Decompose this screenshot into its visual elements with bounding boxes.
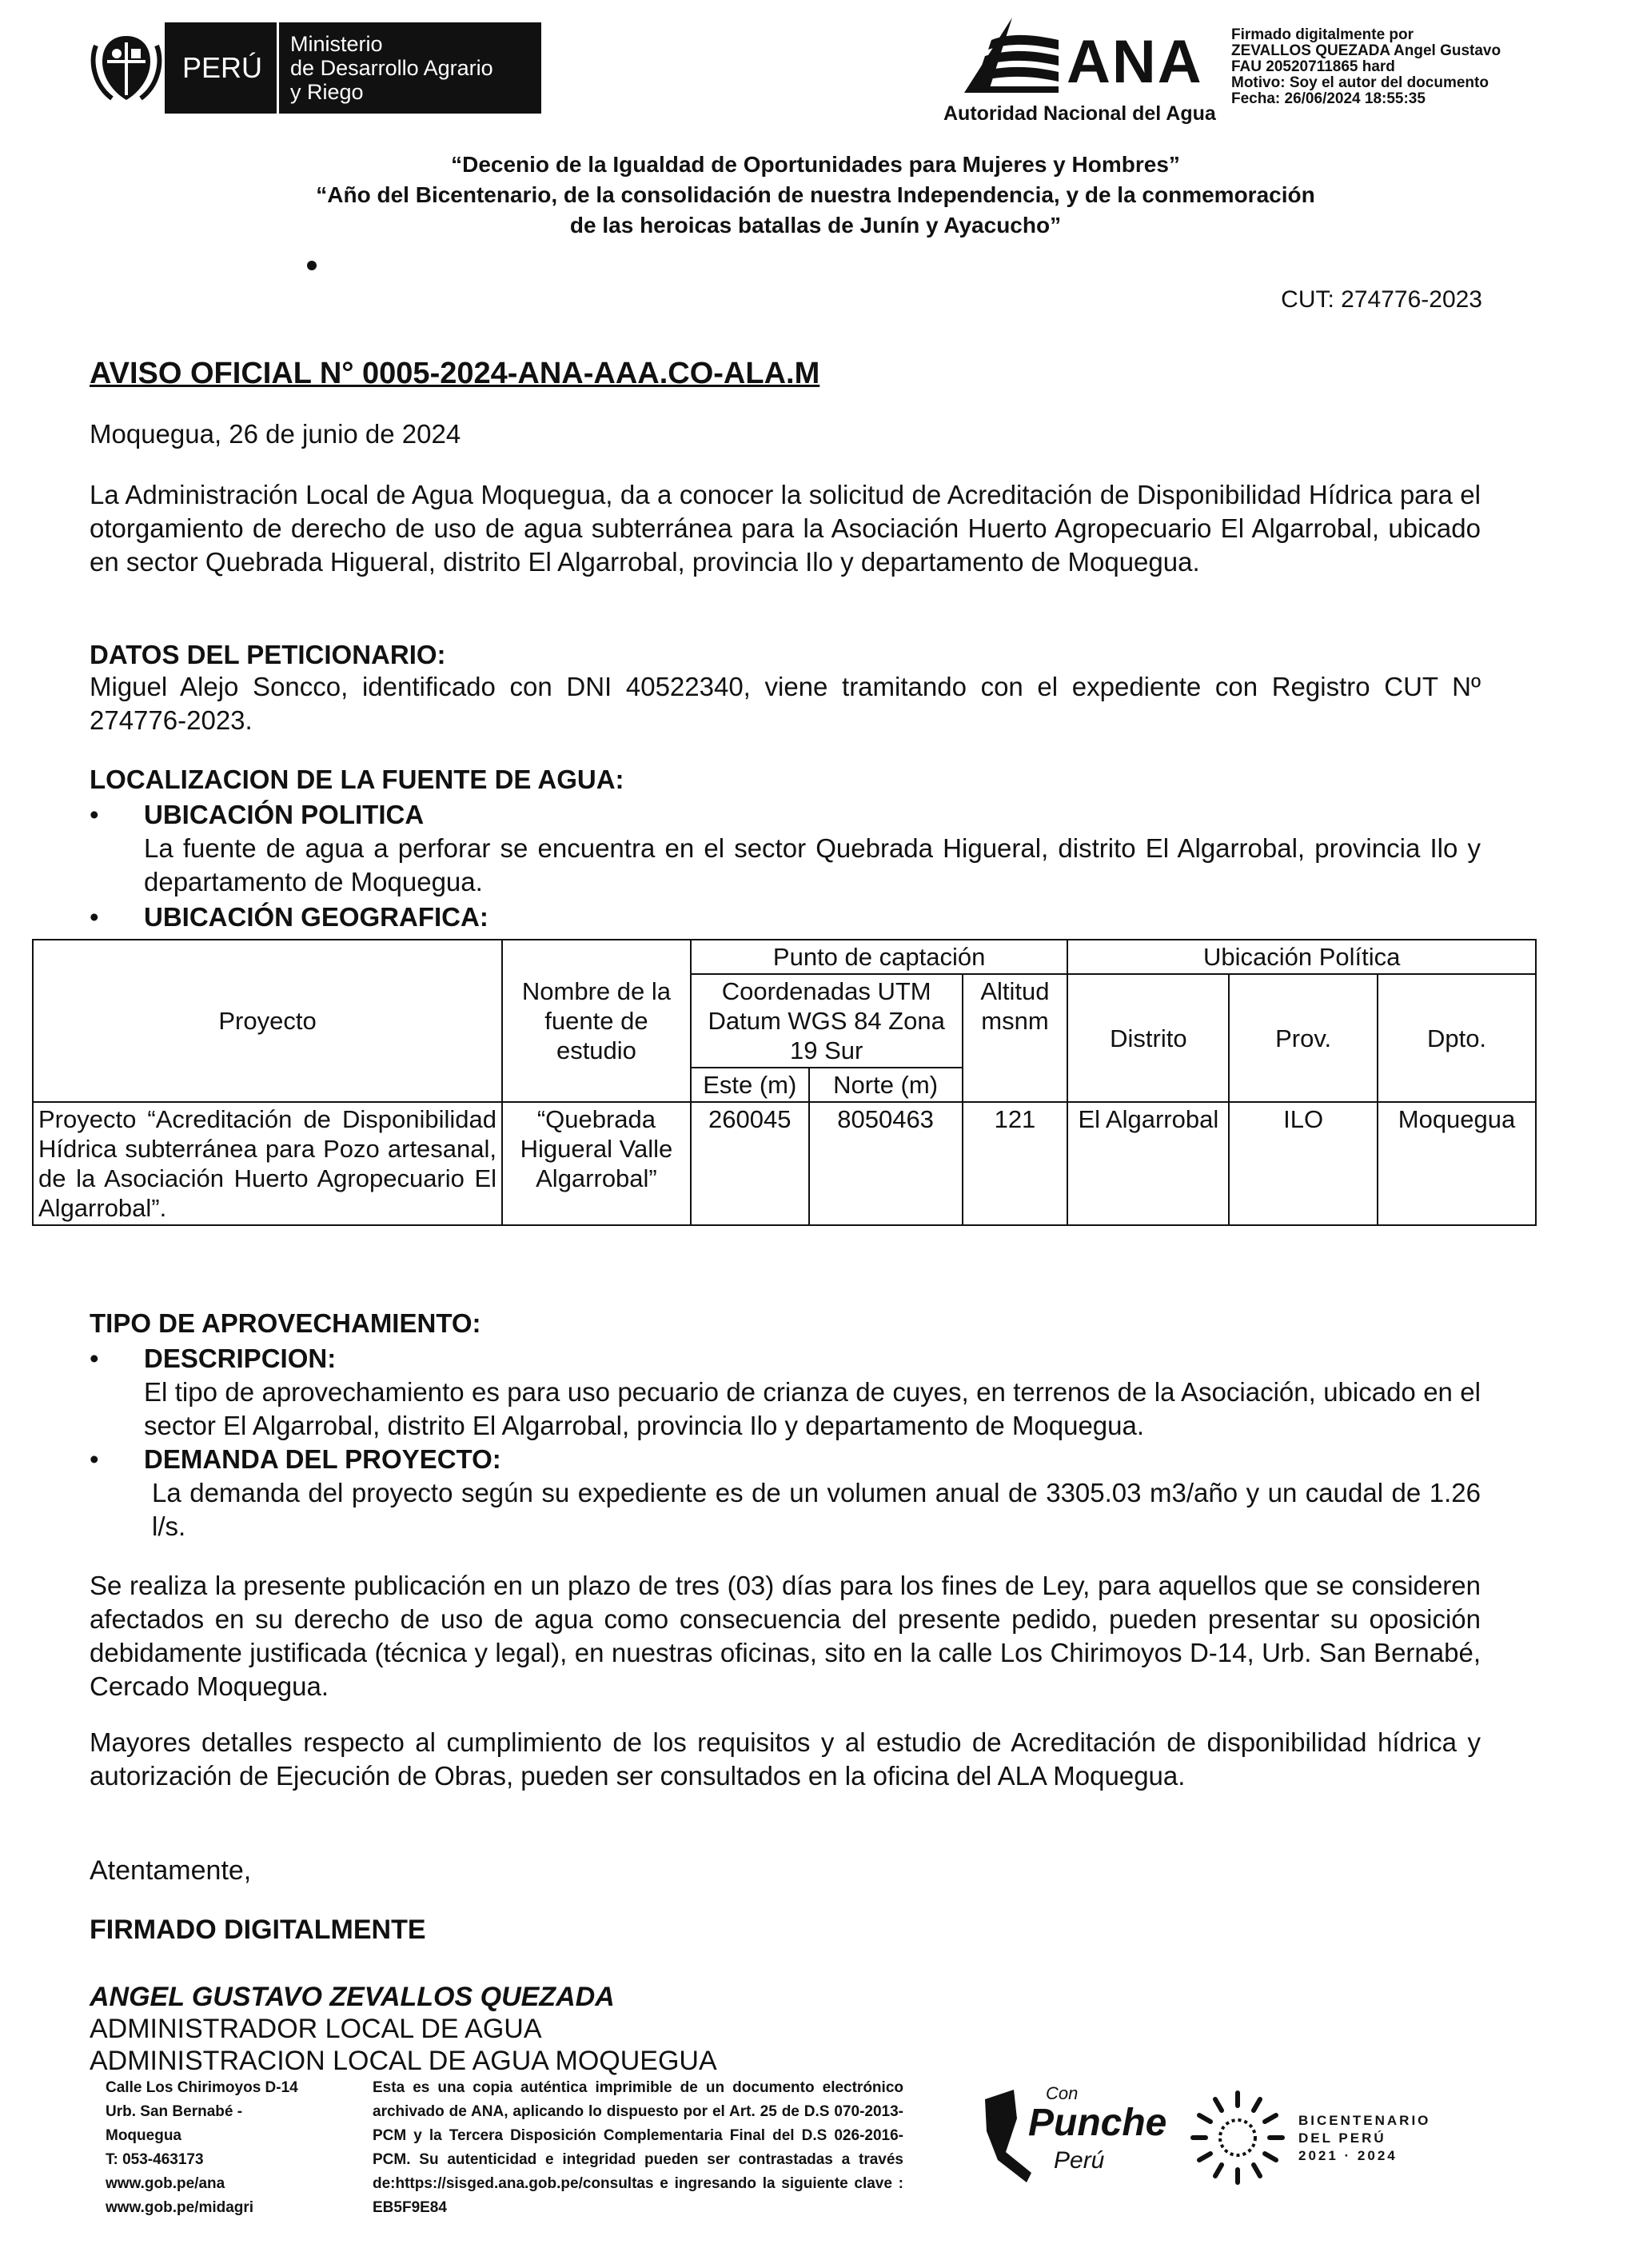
intro-paragraph: La Administración Local de Agua Moquegua, da a conocer la solicitud de Acreditación de Disponibilidad Hídrica para el otorgamiento de derecho de uso de agua subterránea para la Asociación Huerto Agropecuario El Algarrobal, ubicado en sector Quebrada Higueral, distrito El Algarrobal, provincia Ilo y departamento de Moquegua. [90, 480, 1481, 577]
peru-coat-of-arms-icon [88, 30, 165, 106]
bullet-icon: • [90, 800, 99, 829]
ubicacion-table [32, 939, 1537, 1226]
cell-dpto: Moquegua [1378, 1102, 1536, 1225]
demanda-heading: DEMANDA DEL PROYECTO: [144, 1444, 501, 1474]
mayores-paragraph: Mayores detalles respecto al cumplimiento de los requisitos y al estudio de Acreditación de disponibilidad hídrica y autorización de Ejecución de Obras, pueden ser consultados en la oficina del ALA Moquegua. [90, 1727, 1481, 1791]
signer-role: ADMINISTRADOR LOCAL DE AGUA [90, 2014, 542, 2044]
header-fuente: Nombre de la fuente de estudio [502, 940, 691, 1102]
decenio-line-1: “Decenio de la Igualdad de Oportunidades para Mujeres y Hombres” [451, 152, 1180, 177]
cell-distrito: El Algarrobal [1067, 1102, 1229, 1225]
date-line: Moquegua, 26 de junio de 2024 [90, 419, 461, 449]
demanda-text: La demanda del proyecto según su expediente es de un volumen anual de 3305.03 m3/año y un caudal de 1.26 l/s. [152, 1478, 1481, 1541]
header-este: Este (m) [691, 1068, 809, 1102]
bullet-icon: • [90, 902, 99, 932]
closing: Atentamente, [90, 1855, 252, 1886]
link-ana[interactable]: www.gob.pe/ana [106, 2175, 225, 2192]
header-dpto: Dpto. [1378, 974, 1536, 1102]
header-prov: Prov. [1229, 974, 1378, 1102]
decenio-line-2: “Año del Bicentenario, de la consolidación de nuestra Independencia, y de la conmemoración [316, 182, 1315, 207]
link-midagri[interactable]: www.gob.pe/midagri [106, 2199, 254, 2216]
header-distrito: Distrito [1067, 974, 1229, 1102]
ubicacion-geografica-heading: UBICACIÓN GEOGRAFICA: [144, 902, 489, 932]
bicentenario-text: BICENTENARIO DEL PERÚ 2021 · 2024 [1298, 2113, 1431, 2163]
peru-ministry-badge [165, 22, 541, 114]
table-header-row [33, 940, 1536, 974]
cell-este: 260045 [691, 1102, 809, 1225]
header-punto-captacion: Punto de captación [691, 940, 1068, 974]
con-punche-peru-logo: Con Punche Perú [982, 2083, 1174, 2187]
signer-office: ADMINISTRACION LOCAL DE AGUA MOQUEGUA [90, 2046, 717, 2076]
header-proyecto: Proyecto [33, 940, 502, 1102]
ministry-logo [88, 22, 541, 114]
ana-subtitle: Autoridad Nacional del Agua [943, 102, 1216, 125]
footer-authenticity-note: Esta es una copia auténtica imprimible de un documento electrónico archivado de ANA, aplicando lo dispuesto por el Art. 25 de D.S 070-2013-PCM y la Tercera Disposición Complementaria Final del D.S 026-2016-PCM. Su autenticidad e integridad pueden ser contrastadas a través de:https://sisged.ana.gob.pe/consultas e ingresando la siguiente clave : EB5F9E84 [373, 2079, 903, 2216]
header-norte: Norte (m) [809, 1068, 963, 1102]
stray-dot [307, 261, 317, 270]
descripcion-text: El tipo de aprovechamiento es para uso pecuario de crianza de cuyes, en terrenos de la Asociación, ubicado en el sector El Algarrobal, distrito El Algarrobal, provincia Ilo y departamento de Moquegua. [144, 1377, 1481, 1440]
ministry-name: Ministerio de Desarrollo Agrario y Riego [290, 32, 493, 104]
signer-name: ANGEL GUSTAVO ZEVALLOS QUEZADA [90, 1982, 615, 2012]
footer-address: Calle Los Chirimoyos D-14 Urb. San Bernabé - Moquegua T: 053-463173 www.gob.pe/ana www.gob.pe/midagri [106, 2076, 298, 2220]
document-title: AVISO OFICIAL N° 0005-2024-ANA-AAA.CO-ALA.M [90, 357, 820, 390]
cell-altitud: 121 [963, 1102, 1068, 1225]
header-ubicacion-politica: Ubicación Política [1067, 940, 1536, 974]
localizacion-heading: LOCALIZACION DE LA FUENTE DE AGUA: [90, 765, 624, 794]
ubicacion-politica-text: La fuente de agua a perforar se encuentra en el sector Quebrada Higueral, distrito El Algarrobal, provincia Ilo y departamento de Moquegua. [144, 833, 1481, 896]
table-row [33, 1102, 1536, 1225]
cell-norte: 8050463 [809, 1102, 963, 1225]
digital-signature-stamp: Firmado digitalmente por ZEVALLOS QUEZADA Angel Gustavo FAU 20520711865 hard Motivo: Soy el autor del documento Fecha: 26/06/2024 18:55:35 [1231, 26, 1501, 107]
header-altitud: Altitud msnm [963, 974, 1068, 1102]
cell-proyecto: Proyecto “Acreditación de Disponibilidad Hídrica subterránea para Pozo artesanal, de la Asociación Huerto Agropecuario El Algarrobal”. [33, 1102, 502, 1225]
tipo-heading: TIPO DE APROVECHAMIENTO: [90, 1308, 481, 1338]
ana-wave-icon [964, 16, 1060, 93]
bullet-icon: • [90, 1444, 99, 1474]
bullet-icon: • [90, 1344, 99, 1373]
descripcion-heading: DESCRIPCION: [144, 1344, 337, 1373]
cell-prov: ILO [1229, 1102, 1378, 1225]
peticionario-heading: DATOS DEL PETICIONARIO: [90, 640, 446, 669]
ana-logo [964, 16, 1203, 96]
ana-acronym: ANA [1067, 28, 1203, 96]
peticionario-text: Miguel Alejo Soncco, identificado con DNI 40522340, viene tramitando con el expediente con Registro CUT Nº 274776-2023. [90, 672, 1481, 735]
firmado-digitalmente: FIRMADO DIGITALMENTE [90, 1915, 426, 1945]
cut-number: CUT: 274776-2023 [1281, 286, 1482, 313]
ubicacion-politica-heading: UBICACIÓN POLITICA [144, 800, 425, 829]
cell-fuente: “Quebrada Higueral Valle Algarrobal” [502, 1102, 691, 1225]
publicacion-paragraph: Se realiza la presente publicación en un plazo de tres (03) días para los fines de Ley, para aquellos que se consideren afectados en su derecho de uso de agua como consecuencia del presente pedido, pueden presentar su oposición debidamente justificada (técnica y legal), en nuestras oficinas, sito en la calle Los Chirimoyos D-14, Urb. San Bernabé, Cercado Moquegua. [90, 1571, 1481, 1701]
decenio-line-3: de las heroicas batallas de Junín y Ayacucho” [569, 213, 1062, 238]
bicentenario-emblem-icon [1190, 2090, 1286, 2186]
peru-label: PERÚ [165, 22, 279, 114]
header-coordenadas: Coordenadas UTM Datum WGS 84 Zona 19 Sur [691, 974, 963, 1068]
